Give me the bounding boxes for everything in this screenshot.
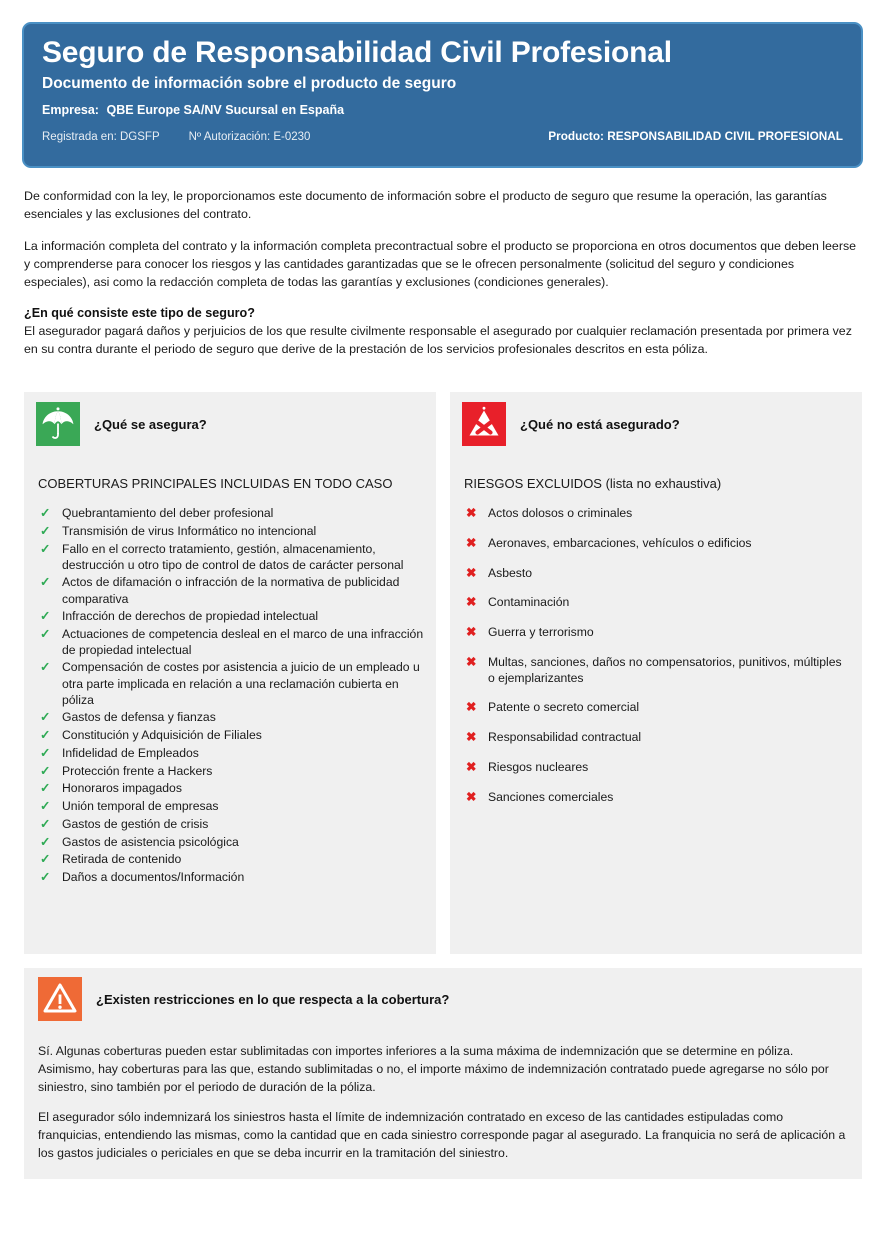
list-item-label: Patente o secreto comercial [488,700,640,715]
list-item [462,699,850,716]
list-item [462,624,850,641]
excluded-panel [450,392,862,954]
covered-panel-header [36,402,424,446]
excluded-panel-title: ¿Qué no está asegurado? [520,416,680,432]
list-item [36,763,424,780]
list-item-label: Actuaciones de competencia desleal en el marco de una infracción de propiedad intelectual [62,626,424,657]
list-item-label: Multas, sanciones, daños no compensatorios, punitivos, múltiples o ejemplarizantes [488,654,842,686]
cross-icon: ✖ [466,730,477,745]
list-item-label: Fallo en el correcto tratamiento, gestión, almacenamiento, destrucción u otro tipo de control de datos de carácter personal [62,541,404,572]
warning-triangle-icon [38,977,82,1021]
document-header-banner [22,22,863,168]
list-item [36,851,424,868]
cross-icon: ✖ [466,759,477,774]
list-item [462,654,850,687]
list-item-label: Retirada de contenido [62,852,182,867]
insurance-type-heading: ¿En qué consiste este tipo de seguro? [24,305,255,320]
check-icon: ✓ [40,834,51,849]
covered-items-list [36,505,424,886]
list-item [36,834,424,851]
list-item-label: Riesgos nucleares [488,759,589,774]
list-item-label: Responsabilidad contractual [488,730,642,745]
list-item-label: Contaminación [488,595,570,610]
list-item-label: Aeronaves, embarcaciones, vehículos o edificios [488,535,752,550]
cross-icon: ✖ [466,625,477,639]
list-item [36,541,424,574]
check-icon: ✓ [40,728,51,743]
cross-icon: ✖ [466,535,477,550]
list-item [36,709,424,726]
registered-label: Registrada en: [42,131,117,144]
document-subtitle: Documento de información sobre el producto de seguro [42,74,457,92]
product-label: Producto: [548,129,604,144]
check-icon: ✓ [40,541,51,556]
umbrella-icon [36,402,80,446]
list-item-label: Actos dolosos o criminales [488,506,633,520]
introduction-section [24,188,862,359]
restrictions-paragraph-1: Sí. Algunas coberturas pueden estar sublimitadas con importes inferiores a la suma máxima de indemnización que se determine en póliza. Asimismo, hay coberturas para las que, estando sublimitadas o no, el importe máximo de indemnización contratado puede agregarse no sólo por siniestro, sino también por el periodo de duración de la póliza. [38,1044,829,1094]
check-icon: ✓ [40,745,51,760]
check-icon: ✓ [40,710,51,725]
list-item-label: Infracción de derechos de propiedad intelectual [62,608,319,623]
list-item-label: Gastos de asistencia psicológica [62,834,239,849]
list-item-label: Gastos de gestión de crisis [62,816,209,831]
check-icon: ✓ [40,660,51,675]
restrictions-panel [24,968,862,1179]
list-item [462,594,850,611]
list-item [36,798,424,815]
check-icon: ✓ [40,523,51,538]
list-item [462,789,850,806]
check-icon: ✓ [40,870,51,885]
registered-segment [42,131,163,143]
intro-paragraph-2: La información completa del contrato y la información completa precontractual sobre el producto se proporciona en otros documentos que deben leerse y comprenderse para conocer los riesgos y las cantidades garantizadas que se le ofrecen personalmente (solicitud del seguro y condiciones especiales), asi como la redacción completa de todas las garantías y exclusiones (condiciones generales). [24,238,857,289]
list-item-label: Transmisión de virus Informático no intencional [62,523,317,538]
check-icon: ✓ [40,852,51,867]
list-item [36,780,424,797]
cross-icon: ✖ [466,789,477,804]
covered-panel [24,392,436,954]
check-icon: ✓ [40,608,51,623]
restrictions-paragraph-2: El asegurador sólo indemnizará los siniestros hasta el límite de indemnización contratado en exceso de las cantidades estipuladas como franquicias, entendiendo las mismas, como la cantidad que en cada siniestro corresponde pagar al asegurado. La franquicia no será de aplicación a los gastos judiciales o periciales en que se deba incurrir en la tramitación del siniestro. [38,1110,846,1161]
authorization-segment [189,131,311,143]
covered-panel-subtitle: COBERTURAS PRINCIPALES INCLUIDAS EN TODO CASO [38,476,393,491]
list-item-label: Guerra y terrorismo [488,625,594,639]
company-line [42,103,843,118]
list-item-label: Honoraros impagados [62,781,182,796]
check-icon: ✓ [40,816,51,831]
check-icon: ✓ [40,763,51,778]
list-item [462,729,850,746]
list-item-label: Actos de difamación o infracción de la normativa de publicidad comparativa [62,575,400,606]
list-item-label: Daños a documentos/Información [62,870,245,885]
company-name: QBE Europe SA/NV Sucursal en España [106,103,345,118]
cross-icon: ✖ [466,595,477,610]
list-item [36,608,424,625]
product-info [548,129,843,143]
registered-value: DGSFP [120,131,160,144]
restrictions-panel-header [38,977,848,1021]
authorization-value: E-0230 [273,131,311,144]
restrictions-panel-title: ¿Existen restricciones en lo que respecta a la cobertura? [96,991,450,1007]
list-item [36,626,424,659]
list-item [36,727,424,744]
check-icon: ✓ [40,506,51,520]
company-label: Empresa: [42,103,99,118]
check-icon: ✓ [40,626,51,641]
authorization-label: Nº Autorización: [188,131,271,144]
list-item-label: Quebrantamiento del deber profesional [62,506,274,520]
cross-icon: ✖ [466,700,477,715]
list-item-label: Infidelidad de Empleados [62,745,199,760]
check-icon: ✓ [40,575,51,590]
check-icon: ✓ [40,781,51,796]
list-item [462,565,850,582]
list-item [36,523,424,540]
list-item-label: Protección frente a Hackers [62,763,213,778]
list-item-label: Sanciones comerciales [488,789,614,804]
list-item [462,535,850,552]
coverage-panels [24,392,862,954]
list-item [462,505,850,522]
list-item [462,759,850,776]
header-meta-row [42,129,843,143]
cross-icon: ✖ [466,506,477,520]
list-item-label: Asbesto [488,565,533,580]
excluded-panel-header [462,402,850,446]
insurance-type-answer: El asegurador pagará daños y perjuicios de los que resulte civilmente responsable el asegurado por cualquier reclamación presentada por primera vez en su contra durante el periodo de seguro que derive de la prestación de los servicios profesionales descritos en esta póliza. [24,323,852,356]
list-item-label: Compensación de costes por asistencia a juicio de un empleado u otra parte implicada en relación a una reclamación cubierta en póliza [62,660,420,707]
list-item-label: Constitución y Adquisición de Filiales [62,728,262,743]
product-value: RESPONSABILIDAD CIVIL PROFESIONAL [607,129,843,144]
list-item [36,574,424,607]
list-item [36,659,424,708]
list-item [36,869,424,886]
list-item [36,745,424,762]
covered-panel-title: ¿Qué se asegura? [94,416,207,432]
list-item-label: Gastos de defensa y fianzas [62,710,216,725]
list-item [36,816,424,833]
list-item-label: Unión temporal de empresas [62,799,219,814]
umbrella-crossed-icon [462,402,506,446]
document-title: Seguro de Responsabilidad Civil Profesional [42,36,672,69]
excluded-items-list [462,505,850,805]
registration-info [42,131,336,143]
list-item [36,505,424,522]
cross-icon: ✖ [466,565,477,580]
intro-paragraph-1: De conformidad con la ley, le proporcionamos este documento de información sobre el producto de seguro que resume la operación, las garantías esenciales y las exclusiones del contrato. [24,189,827,221]
cross-icon: ✖ [466,654,477,669]
excluded-panel-subtitle: RIESGOS EXCLUIDOS (lista no exhaustiva) [464,476,722,491]
check-icon: ✓ [40,799,51,814]
